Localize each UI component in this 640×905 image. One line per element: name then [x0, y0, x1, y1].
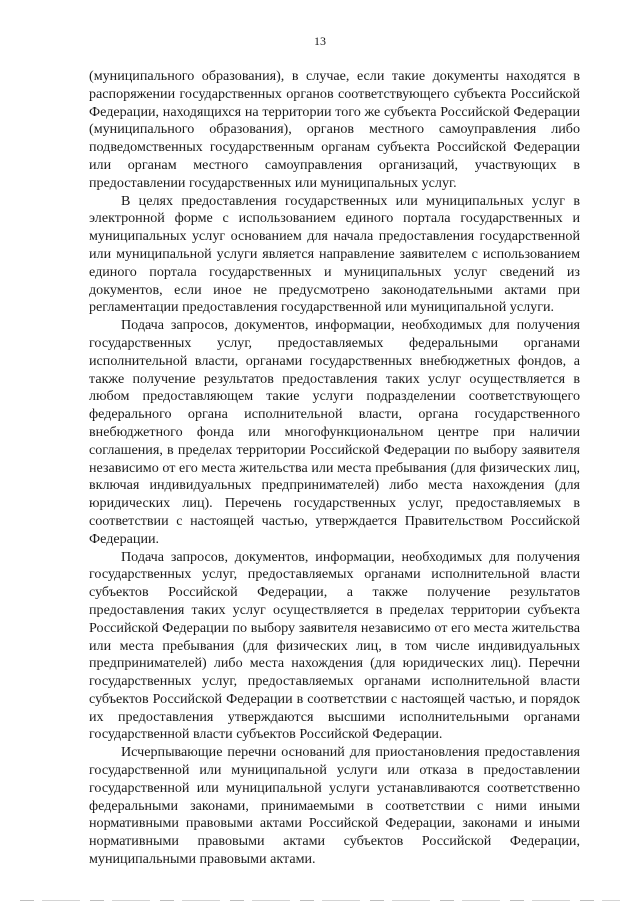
- paragraph-electronic-form: В целях предоставления государственных или муниципальных услуг в электронной форме с использованием единого портала государственных и муниципальных услуг основанием для начала предоставления государственной или муниципальной услуги является направление заявителем с использованием единого портала государственных и муниципальных услуг сведений из документов, если иное не предусмотрено законодательными актами при регламентации предоставления государственной или муниципальной услуги.: [89, 192, 580, 316]
- paragraph-regional-services: Подача запросов, документов, информации, необходимых для получения государственных услуг, предоставляемых органами исполнительной власти субъектов Российской Федерации, а также получение результатов предоставления таких услуг осуществляется в пределах территории субъекта Российской Федерации по выбору заявителя независимо от его места жительства или места пребывания (для физических лиц, в том числе индивидуальных предпринимателей) либо места нахождения (для юридических лиц). Перечни государственных услуг, предоставляемых органами исполнительной власти субъектов Российской Федерации в соответствии с настоящей частью, и порядок их предоставления утверждаются высшими исполнительными органами государственной власти субъектов Российской Федерации.: [89, 548, 580, 743]
- paragraph-federal-services: Подача запросов, документов, информации, необходимых для получения государственных услуг, предоставляемых федеральными органами исполнительной власти, органами государственных внебюджетных фондов, а также получение результатов предоставления таких услуг осуществляется в любом предоставляющем такие услуги подразделении соответствующего федерального органа исполнительной власти, органа государственного внебюджетного фонда или многофункциональном центре при наличии соглашения, в пределах территории Российской Федерации по выбору заявителя независимо от его места жительства или места пребывания (для физических лиц, включая индивидуальных предпринимателей) либо места нахождения (для юридических лиц). Перечень государственных услуг, предоставляемых в соответствии с настоящей частью, утверждается Правительством Российской Федерации.: [89, 317, 580, 547]
- document-body: [89, 68, 580, 869]
- scan-edge-line: [20, 900, 620, 901]
- paragraph-refusal-grounds: Исчерпывающие перечни оснований для приостановления предоставления государственной или муниципальной услуги или отказа в предоставлении государственной или муниципальной услуги устанавливаются соответственно федеральными законами, принимаемыми в соответствии с ними иными нормативными правовыми актами Российской Федерации, законами и иными нормативными правовыми актами субъектов Российской Федерации, муниципальными правовыми актами.: [89, 744, 580, 868]
- page-number: 13: [314, 34, 326, 48]
- paragraph-continuation: (муниципального образования), в случае, если такие документы находятся в распоряжении государственных органов соответствующего субъекта Российской Федерации, находящихся на территории того же субъекта Российской Федерации (муниципального образования), органов местного самоуправления либо подведомственных государственным органам субъекта Российской Федерации или органам местного самоуправления организаций, участвующих в предоставлении государственных или муниципальных услуг.: [89, 68, 580, 191]
